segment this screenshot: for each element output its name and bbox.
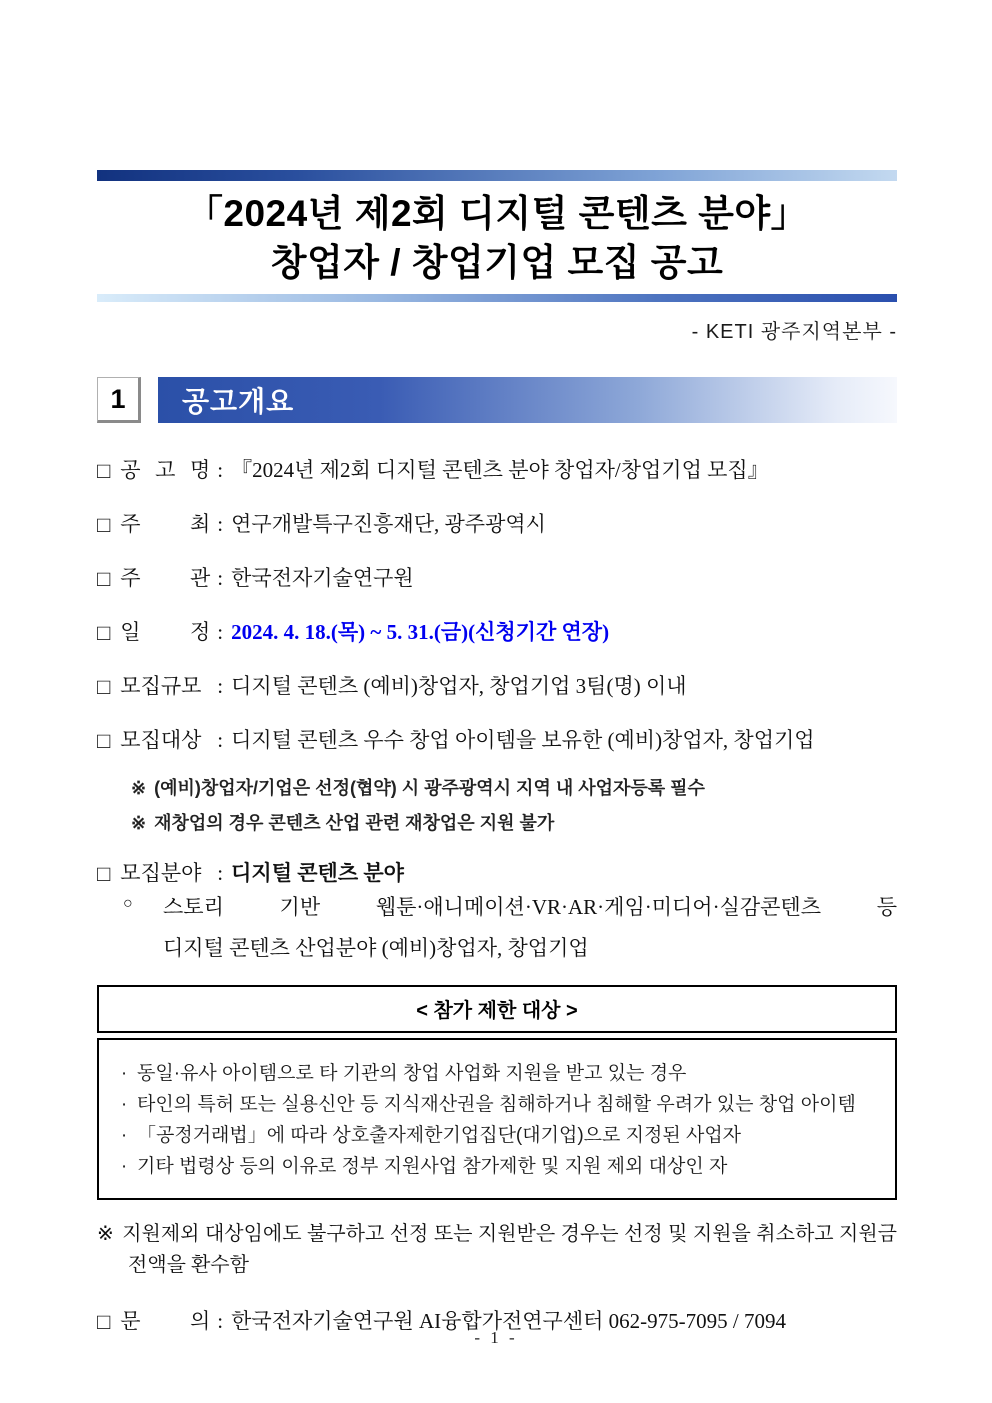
item-label: 공 고 명	[120, 458, 211, 482]
square-bullet-icon: □	[97, 861, 111, 886]
item-notice-name	[97, 454, 897, 484]
item-value-schedule-date: 2024. 4. 18.(목) ~ 5. 31.(금)(신청기간 연장)	[231, 620, 610, 644]
reference-mark-icon: ※	[97, 1223, 115, 1245]
square-bullet-icon: □	[97, 728, 111, 753]
page-title	[97, 189, 897, 287]
dot-bullet-icon: ·	[120, 1094, 128, 1115]
notice-items	[97, 454, 897, 962]
target-note	[131, 809, 897, 835]
restriction-item	[111, 1120, 881, 1151]
target-note	[131, 774, 897, 800]
item-colon: :	[217, 566, 224, 590]
page-number: - 1 -	[474, 1328, 518, 1347]
restriction-item-text: 기타 법령상 등의 이유로 정부 지원사업 참가제한 및 지원 제외 대상인 자	[137, 1156, 728, 1177]
section-header-gap	[141, 377, 158, 423]
item-field	[97, 857, 897, 887]
square-bullet-icon: □	[97, 1309, 111, 1334]
circle-bullet-icon: ○	[123, 895, 133, 912]
dot-bullet-icon: ·	[120, 1063, 128, 1084]
target-note-text: (예비)창업자/기업은 선정(협약) 시 광주광역시 지역 내 사업자등록 필수	[154, 778, 705, 798]
item-scale	[97, 670, 897, 700]
page-title-line1: 「2024년 제2회 디지털 콘텐츠 분야」	[185, 193, 809, 234]
field-sub-line1: 스토리 기반 웹툰·애니메이션·VR·AR·게임·미디어·실감콘텐츠 등	[163, 895, 897, 919]
item-colon: :	[217, 1309, 224, 1333]
square-bullet-icon: □	[97, 566, 111, 591]
page-title-line2: 창업자 / 창업기업 모집 공고	[270, 242, 724, 283]
item-value: 디지털 콘텐츠 분야	[231, 861, 404, 885]
section-title: 공고개요	[182, 386, 295, 417]
title-top-rule	[97, 170, 897, 181]
penalty-note-text: 지원제외 대상임에도 불구하고 선정 또는 지원받은 경우는 선정 및 지원을 취소하고 지원금 전액을 환수함	[122, 1223, 897, 1276]
document-content	[97, 0, 897, 1359]
item-label: 주 관	[120, 566, 211, 590]
item-colon: :	[217, 620, 224, 644]
item-organizer	[97, 562, 897, 592]
penalty-note	[97, 1219, 897, 1281]
restriction-box-title: < 참가 제한 대상 >	[97, 985, 897, 1033]
target-notes	[131, 774, 897, 835]
section-number: 1	[97, 377, 141, 423]
dot-bullet-icon: ·	[120, 1125, 128, 1146]
restriction-item-text: 동일·유사 아이템으로 타 기관의 창업 사업화 지원을 받고 있는 경우	[137, 1063, 687, 1084]
item-label: 주 최	[120, 512, 211, 536]
square-bullet-icon: □	[97, 458, 111, 483]
item-target	[97, 724, 897, 754]
field-sub-bullet	[123, 891, 897, 962]
item-colon: :	[217, 674, 224, 698]
item-value: 한국전자기술연구원	[231, 566, 414, 590]
item-value: 디지털 콘텐츠 우수 창업 아이템을 보유한 (예비)창업자, 창업기업	[231, 728, 815, 752]
title-bottom-rule	[97, 294, 897, 302]
item-label: 모집대상	[120, 728, 202, 752]
item-label: 일 정	[120, 620, 211, 644]
item-host	[97, 508, 897, 538]
item-value: 『2024년 제2회 디지털 콘텐츠 분야 창업자/창업기업 모집』	[231, 458, 769, 482]
restriction-item	[111, 1089, 881, 1120]
section-header	[97, 377, 897, 423]
section-title-bar	[158, 377, 897, 423]
reference-mark-icon: ※	[131, 813, 147, 833]
item-value: 디지털 콘텐츠 (예비)창업자, 창업기업 3팀(명) 이내	[231, 674, 687, 698]
restriction-item-text: 타인의 특허 또는 실용신안 등 지식재산권을 침해하거나 침해할 우려가 있는 창업 아이템	[137, 1094, 856, 1115]
restriction-box-body	[97, 1038, 897, 1200]
item-label: 모집규모	[120, 674, 202, 698]
item-schedule	[97, 616, 897, 646]
item-colon: :	[217, 512, 224, 536]
square-bullet-icon: □	[97, 674, 111, 699]
restriction-item-text: 「공정거래법」에 따라 상호출자제한기업집단(대기업)으로 지정된 사업자	[137, 1125, 742, 1146]
item-colon: :	[217, 728, 224, 752]
item-value: 한국전자기술연구원 AI융합가전연구센터 062-975-7095 / 7094	[231, 1309, 786, 1333]
restriction-item	[111, 1058, 881, 1089]
item-colon: :	[217, 458, 224, 482]
item-colon: :	[217, 861, 224, 885]
square-bullet-icon: □	[97, 620, 111, 645]
field-sub-text	[163, 891, 897, 962]
field-sub-line2: 디지털 콘텐츠 산업분야 (예비)창업자, 창업기업	[163, 936, 589, 960]
item-value: 연구개발특구진흥재단, 광주광역시	[231, 512, 546, 536]
restriction-item	[111, 1151, 881, 1182]
org-line: - KETI 광주지역본부 -	[691, 321, 897, 343]
item-label: 문 의	[120, 1309, 211, 1333]
reference-mark-icon: ※	[131, 778, 147, 798]
dot-bullet-icon: ·	[120, 1156, 128, 1177]
square-bullet-icon: □	[97, 512, 111, 537]
target-note-text: 재창업의 경우 콘텐츠 산업 관련 재창업은 지원 불가	[154, 813, 555, 833]
item-label: 모집분야	[120, 861, 202, 885]
